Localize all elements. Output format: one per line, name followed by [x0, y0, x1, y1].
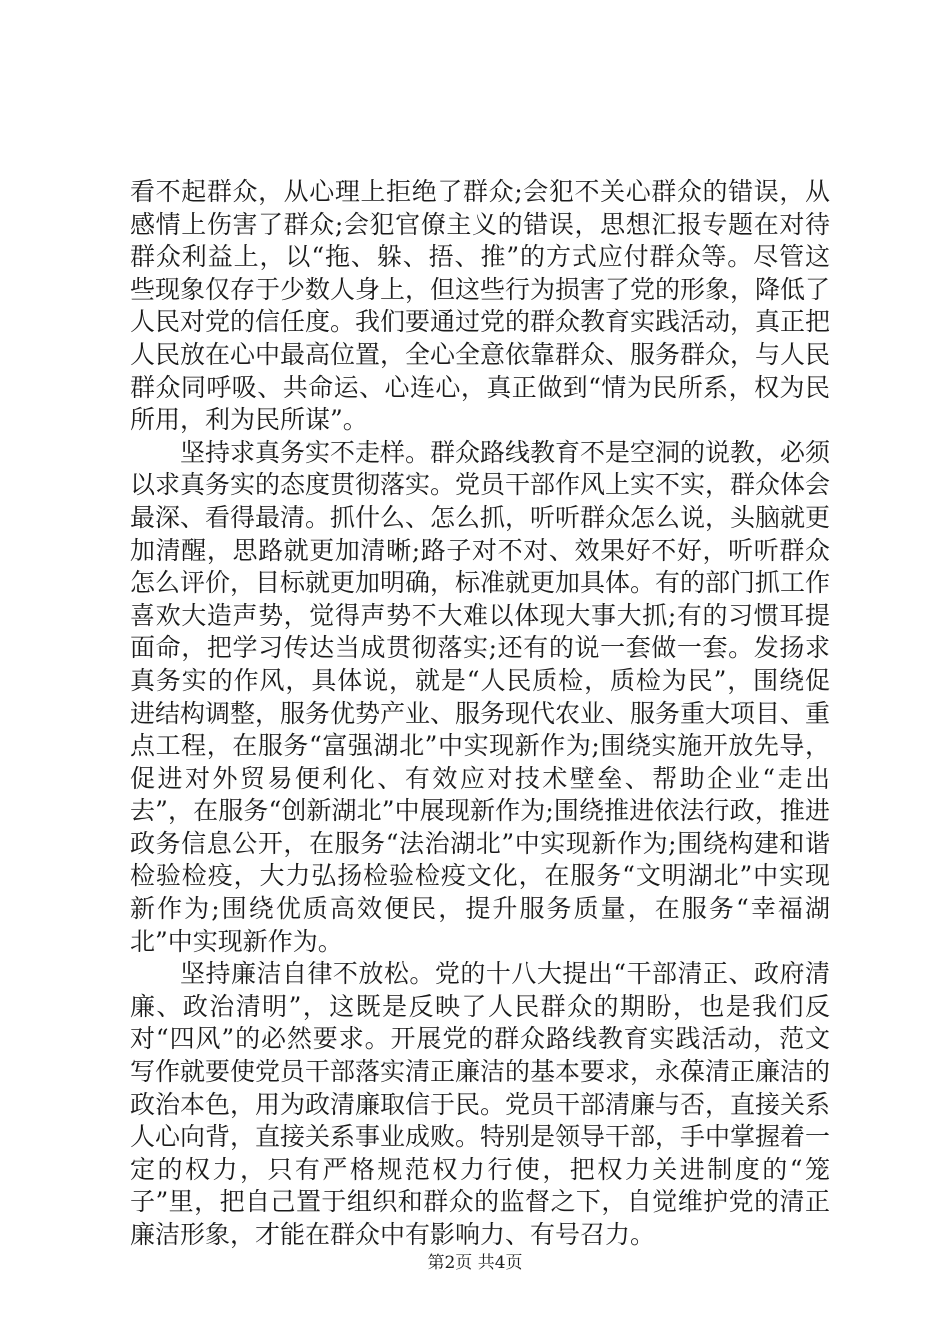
paragraph-1: 看不起群众，从心理上拒绝了群众;会犯不关心群众的错误，从感情上伤害了群众;会犯官僚主义的错误，思想汇报专题在对待群众利益上，以“拖、躲、捂、推”的方式应付群众等。尽管这些现象仅存于少数人身上，但这些行为损害了党的形象，降低了人民对党的信任度。我们要通过党的群众教育实践活动，真正把人民放在心中最高位置，全心全意依靠群众、服务群众，与人民群众同呼吸、共命运、心连心，真正做到“情为民所系，权为民所用，利为民所谋”。: [130, 177, 831, 435]
paragraph-3: 坚持廉洁自律不放松。党的十八大提出“干部清正、政府清廉、政治清明”，这既是反映了人民群众的期盼，也是我们反对“四风”的必然要求。开展党的群众路线教育实践活动，范文写作就要使党员干部落实清正廉洁的基本要求，永葆清正廉洁的政治本色，用为政清廉取信于民。党员干部清廉与否，直接关系人心向背，直接关系事业成败。特别是领导干部，手中掌握着一定的权力，只有严格规范权力行使，把权力关进制度的“笼子”里，把自己置于组织和群众的监督之下，自觉维护党的清正廉洁形象，才能在群众中有影响力、有号召力。: [130, 959, 831, 1249]
page-number-footer: 第2页 共4页: [427, 1253, 523, 1273]
document-body: [130, 176, 830, 1252]
paragraph-2: 坚持求真务实不走样。群众路线教育不是空洞的说教，必须以求真务实的态度贯彻落实。党员干部作风上实不实，群众体会最深、看得最清。抓什么、怎么抓，听听群众怎么说，头脑就更加清醒，思路就更加清晰;路子对不对、效果好不好，听听群众怎么评价，目标就更加明确，标准就更加具体。有的部门抓工作喜欢大造声势，觉得声势不大难以体现大事大抓;有的习惯耳提面命，把学习传达当成贯彻落实;还有的说一套做一套。发扬求真务实的作风，具体说，就是“人民质检，质检为民”，围绕促进结构调整，服务优势产业、服务现代农业、服务重大项目、重点工程，在服务“富强湖北”中实现新作为;围绕实施开放先导，促进对外贸易便利化、有效应对技术壁垒、帮助企业“走出去”，在服务“创新湖北”中展现新作为;围绕推进依法行政，推进政务信息公开，在服务“法治湖北”中实现新作为;围绕构建和谐检验检疫，大力弘扬检验检疫文化，在服务“文明湖北”中实现新作为;围绕优质高效便民，提升服务质量，在服务“幸福湖北”中实现新作为。: [130, 437, 831, 956]
